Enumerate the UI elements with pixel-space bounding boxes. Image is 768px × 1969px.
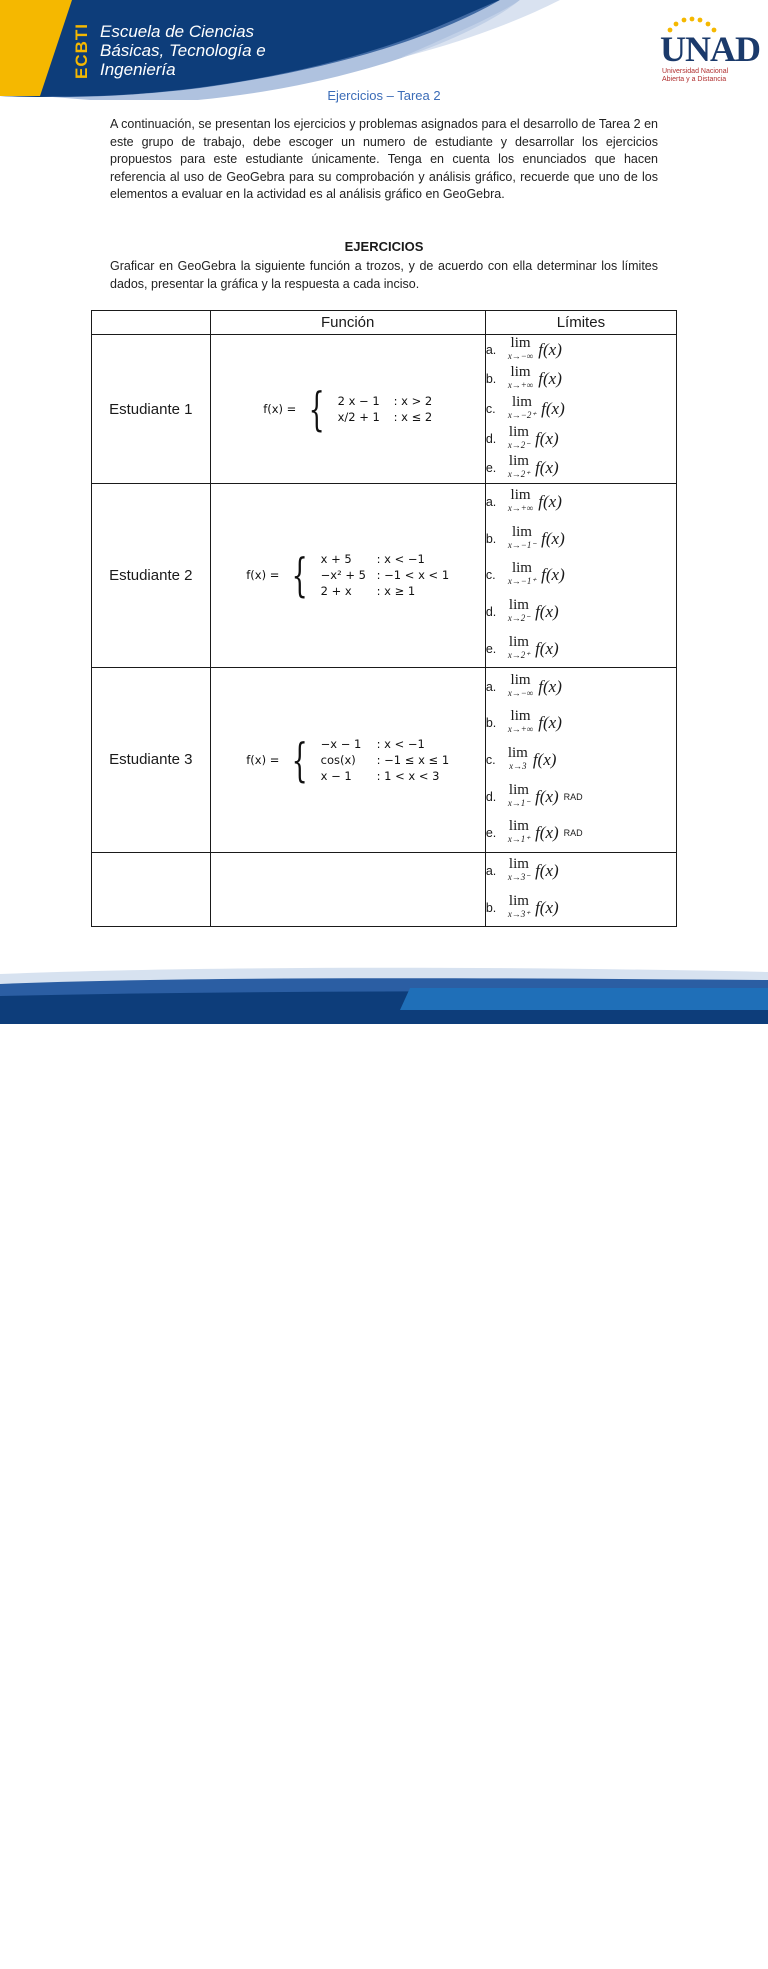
limit-item xyxy=(486,394,676,424)
student-cell: Estudiante 1 xyxy=(92,335,211,484)
function-name: f(x) = xyxy=(246,752,280,767)
lim-word: lim xyxy=(508,856,529,873)
limit-function: f(x) xyxy=(541,528,565,548)
limit-item xyxy=(486,778,676,815)
case-condition: : 1 < x < 3 xyxy=(376,768,440,783)
page-header xyxy=(0,0,768,100)
limit-item xyxy=(486,890,676,927)
case-condition: : x < −1 xyxy=(376,736,425,751)
lim-word: lim xyxy=(511,523,532,540)
limit-item xyxy=(486,424,676,454)
limits-cell xyxy=(485,335,676,484)
limit-approach: x→−1⁻ xyxy=(507,539,537,550)
limit-function: f(x) xyxy=(532,749,557,769)
limit-operator xyxy=(507,334,534,363)
function-case xyxy=(321,552,450,566)
piecewise-function xyxy=(246,732,450,787)
limit-approach: x→1⁺ xyxy=(507,834,531,845)
limit-item xyxy=(486,853,676,890)
case-expression: cos(x) xyxy=(320,752,356,767)
table-row xyxy=(92,852,677,926)
limit-approach: x→−∞ xyxy=(507,350,534,361)
limit-operator xyxy=(508,599,530,625)
limit-label: b. xyxy=(485,900,497,915)
limits-cell xyxy=(485,667,676,852)
limit-label: b. xyxy=(485,531,497,546)
limit-item xyxy=(486,668,676,705)
limit-approach: x→2⁻ xyxy=(507,613,531,624)
table-row xyxy=(92,667,677,852)
piecewise-function xyxy=(263,382,433,436)
limit-item xyxy=(486,815,676,852)
limit-function: f(x) xyxy=(535,861,559,881)
instruction-paragraph: Graficar en GeoGebra la siguiente función a trozos, y de acuerdo con ella determinar los límites dados, presentar la gráfica y la respuesta a cada inciso. xyxy=(110,259,658,291)
function-case xyxy=(321,769,450,783)
radian-note: RAD xyxy=(563,791,583,802)
limit-function: f(x) xyxy=(538,369,562,389)
lim-word: lim xyxy=(508,633,529,650)
limit-label: d. xyxy=(485,605,497,620)
page-title: Ejercicios – Tarea 2 xyxy=(327,88,441,103)
limit-operator xyxy=(508,710,533,736)
limit-item xyxy=(486,521,676,558)
limit-label: a. xyxy=(485,864,497,879)
limit-approach: x→−2⁺ xyxy=(507,410,537,420)
limits-cell xyxy=(485,484,676,668)
case-expression: −x − 1 xyxy=(320,736,362,751)
footer-copyright-notice: Prohibida su reproducción y copia sin autorización de la UNAD. xyxy=(430,1962,627,1969)
brace-icon: { xyxy=(291,548,309,603)
limit-operator xyxy=(507,781,531,810)
case-condition: : x ≥ 1 xyxy=(376,584,416,599)
limit-function: f(x) xyxy=(535,428,559,448)
table-row xyxy=(92,484,677,668)
footer-rights: UNAD © 2020 derechos reservados xyxy=(637,1962,749,1969)
limit-label: d. xyxy=(485,789,497,804)
limit-operator xyxy=(507,744,528,773)
limit-label: c. xyxy=(485,752,496,767)
case-condition: : −1 ≤ x ≤ 1 xyxy=(376,752,450,767)
case-condition: : −1 < x < 1 xyxy=(376,568,450,583)
school-name: Escuela de Ciencias Básicas, Tecnología e Ingeniería xyxy=(100,22,266,79)
limit-function: f(x) xyxy=(538,339,562,359)
limit-label: a. xyxy=(485,679,497,694)
lim-word: lim xyxy=(508,453,529,470)
limit-item xyxy=(486,630,676,667)
header-blank xyxy=(92,311,211,335)
limit-function: f(x) xyxy=(541,399,565,418)
unad-logo: UNAD Universidad Nacional Abierta y a Distancia xyxy=(656,16,746,78)
ecbti-badge: ECBTI xyxy=(72,23,91,79)
function-case xyxy=(338,410,433,424)
limit-label: a. xyxy=(485,342,497,357)
limit-function: f(x) xyxy=(538,492,562,512)
limit-function: f(x) xyxy=(535,458,559,478)
case-condition: : x ≤ 2 xyxy=(393,410,433,424)
limit-approach: x→2⁻ xyxy=(507,439,531,450)
limit-approach: x→2⁺ xyxy=(507,469,531,480)
limit-item xyxy=(486,705,676,742)
lim-word: lim xyxy=(510,671,531,688)
limit-label: b. xyxy=(485,716,497,731)
lim-word: lim xyxy=(510,487,531,504)
lim-word: lim xyxy=(508,781,529,798)
limit-item xyxy=(486,365,676,395)
limit-approach: x→2⁺ xyxy=(507,649,531,660)
lim-word: lim xyxy=(511,394,532,410)
limit-function: f(x) xyxy=(538,676,562,696)
student-cell: Estudiante 2 xyxy=(92,484,211,668)
limit-operator xyxy=(508,396,536,422)
limit-approach: x→+∞ xyxy=(507,503,534,514)
lim-word: lim xyxy=(508,818,529,835)
limit-label: d. xyxy=(485,431,497,446)
limit-approach: x→+∞ xyxy=(507,724,534,735)
function-name: f(x) = xyxy=(263,402,297,416)
limit-operator xyxy=(507,671,534,700)
limit-operator xyxy=(508,455,530,481)
student-cell xyxy=(92,852,211,926)
lim-word: lim xyxy=(510,708,531,725)
limit-approach: x→3 xyxy=(509,760,527,771)
limit-operator xyxy=(508,562,536,588)
limit-function: f(x) xyxy=(541,565,565,585)
limit-operator xyxy=(507,523,537,552)
limits-cell xyxy=(485,852,676,926)
limit-item xyxy=(486,335,676,365)
case-condition: : x < −1 xyxy=(376,552,425,567)
lim-word: lim xyxy=(508,597,529,614)
limit-approach: x→1⁻ xyxy=(507,797,531,808)
limit-function: f(x) xyxy=(535,638,559,658)
case-condition: : x > 2 xyxy=(393,394,433,408)
limit-label: e. xyxy=(485,641,497,656)
section-heading: EJERCICIOS xyxy=(344,239,424,254)
case-expression: x + 5 xyxy=(320,552,352,567)
footer-banner-graphic xyxy=(0,966,768,1024)
logo-wordmark: UNAD xyxy=(660,29,760,69)
limit-label: a. xyxy=(485,495,497,510)
limit-label: c. xyxy=(485,568,496,583)
function-case xyxy=(321,753,450,767)
lim-word: lim xyxy=(511,560,532,577)
limit-function: f(x) xyxy=(535,602,559,622)
page-footer xyxy=(0,966,768,1969)
lim-word: lim xyxy=(507,744,528,761)
student-cell: Estudiante 3 xyxy=(92,667,211,852)
radian-note: RAD xyxy=(563,828,583,839)
function-name: f(x) = xyxy=(246,568,280,583)
limit-operator xyxy=(507,892,531,921)
limit-approach: x→+∞ xyxy=(507,380,534,391)
function-case xyxy=(321,737,450,751)
limit-function: f(x) xyxy=(535,823,559,843)
limit-function: f(x) xyxy=(538,713,562,733)
limit-function: f(x) xyxy=(535,897,559,917)
limit-operator xyxy=(508,858,530,884)
limit-item xyxy=(486,453,676,483)
exercises-table xyxy=(91,310,677,927)
limit-approach: x→−1⁺ xyxy=(507,576,537,587)
limit-label: c. xyxy=(485,402,496,416)
brace-icon: { xyxy=(308,382,326,436)
function-case xyxy=(321,568,450,582)
limit-label: e. xyxy=(485,826,497,841)
limit-label: b. xyxy=(485,372,497,387)
function-case xyxy=(321,584,450,598)
limit-approach: x→3⁺ xyxy=(507,908,531,919)
limit-item xyxy=(486,594,676,631)
lim-word: lim xyxy=(508,892,529,909)
intro-paragraph: A continuación, se presentan los ejercicios y problemas asignados para el desarrollo de Tarea 2 en este grupo de trabajo, debe escoger un numero de estudiante y desarrollar los ejercicios propuestos para este estudiante únicamente. Tenga en cuenta los enunciados que hacen referencia al uso de GeoGebra para su comprobación y análisis gráfico, recuerde que uno de los elementos a evaluar en la actividad es al análisis gráfico en GeoGebra. xyxy=(110,117,658,202)
table-header-row xyxy=(92,311,677,335)
limit-approach: x→−∞ xyxy=(507,687,534,698)
case-expression: 2 x − 1 xyxy=(337,394,380,408)
lim-word: lim xyxy=(510,364,531,381)
function-cell xyxy=(210,484,485,668)
limit-operator xyxy=(508,820,530,846)
limit-operator xyxy=(507,633,531,662)
header-limites: Límites xyxy=(485,311,676,335)
limit-item xyxy=(486,557,676,594)
limit-operator xyxy=(508,366,533,392)
limit-item xyxy=(486,484,676,521)
limit-operator xyxy=(508,489,533,515)
piecewise-function xyxy=(246,548,450,603)
case-expression: x − 1 xyxy=(320,768,352,783)
table-row xyxy=(92,335,677,484)
function-cell xyxy=(210,667,485,852)
lim-word: lim xyxy=(508,423,529,440)
limit-function: f(x) xyxy=(535,786,559,806)
case-expression: −x² + 5 xyxy=(320,568,366,583)
limit-label: e. xyxy=(485,461,497,476)
header-funcion: Función xyxy=(210,311,485,335)
function-cell xyxy=(210,852,485,926)
case-expression: 2 + x xyxy=(320,584,352,599)
case-expression: x/2 + 1 xyxy=(337,410,380,424)
lim-word: lim xyxy=(510,334,531,351)
limit-item xyxy=(486,742,676,779)
function-cell xyxy=(210,335,485,484)
brace-icon: { xyxy=(291,732,309,787)
limit-operator xyxy=(507,423,531,452)
function-case xyxy=(338,394,433,408)
limit-approach: x→3⁻ xyxy=(507,872,531,883)
